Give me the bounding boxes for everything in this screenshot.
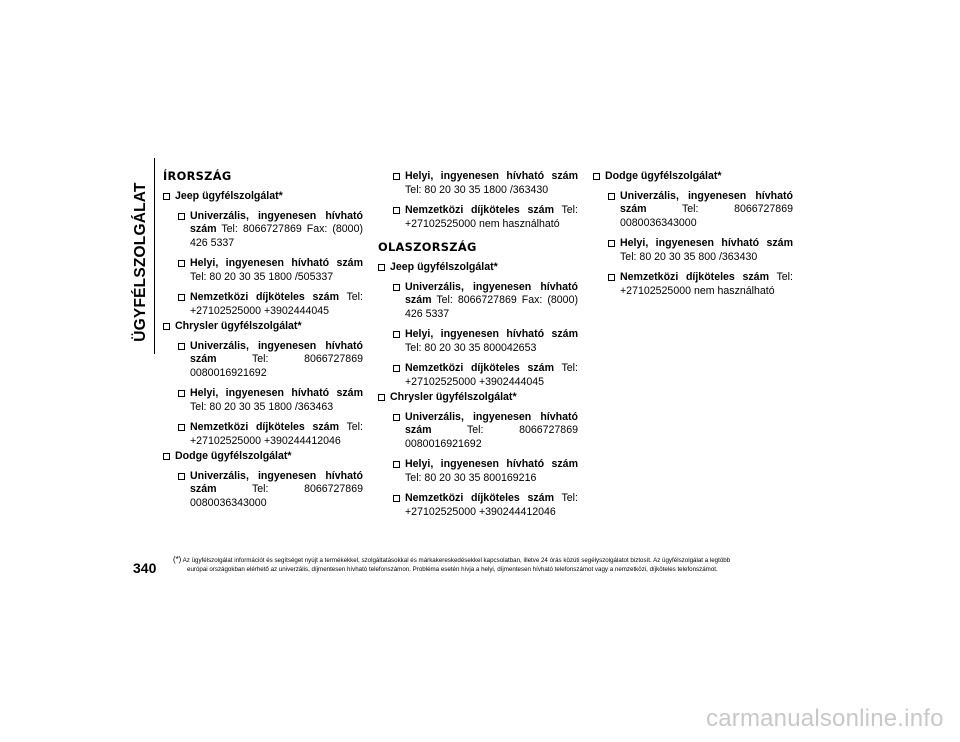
contact-label: Nemzetközi díjköteles szám [405,362,554,374]
contact-value: Tel: +27102525000 +390244412046 [405,492,578,518]
contact-item [378,170,578,197]
contact-value: Tel: +27102525000 nem használható [405,204,578,230]
contact-label: Helyi, ingyenesen hívható szám [190,257,363,269]
contact-label: Univerzális, ingyenesen hívható szám [405,280,578,306]
contact-item [163,257,363,284]
brand-jeep-italy [378,261,578,275]
checkbox-square-icon [393,331,400,338]
brand-label: Jeep ügyfélszolgálat* [390,261,498,273]
checkbox-square-icon [163,323,170,330]
checkbox-square-icon [393,365,400,372]
contact-item [378,362,578,389]
contact-item [593,237,793,264]
checkbox-square-icon [178,473,185,480]
contact-label: Nemzetközi díjköteles szám [405,204,554,216]
contact-value: Tel: +27102525000 +3902444045 [405,362,578,388]
brand-label: Dodge ügyfélszolgálat* [605,170,722,182]
brand-label: Chrysler ügyfélszolgálat* [390,391,517,403]
contact-label: Univerzális, ingyenesen hívható szám [190,339,363,365]
contact-item [163,291,363,318]
contact-value: Tel: 8066727869 0080016921692 [405,424,578,450]
checkbox-square-icon [178,213,185,220]
contact-value: Tel: 80 20 30 35 1800 /505337 [190,270,334,283]
contact-value: Tel: 80 20 30 35 800 /363430 [620,250,758,263]
brand-chrysler-italy [378,391,578,405]
contact-label: Univerzális, ingyenesen hívható szám [620,189,793,215]
contact-item [593,271,793,298]
contact-item [378,492,578,519]
checkbox-square-icon [608,193,615,200]
checkbox-square-icon [393,207,400,214]
contact-label: Nemzetközi díjköteles szám [190,421,339,433]
contact-label: Helyi, ingyenesen hívható szám [405,170,578,182]
contact-value: Tel: +27102525000 +390244412046 [190,421,363,447]
side-title-text: ÜGYFÉLSZOLGÁLAT [132,182,149,342]
contact-label: Univerzális, ingyenesen hívható szám [190,469,363,495]
watermark: carmanualsonline.info [706,705,944,732]
contact-value: Tel: 8066727869 0080036343000 [190,483,363,509]
footnote-mark: (*) [173,555,182,564]
contact-label: Nemzetközi díjköteles szám [405,492,554,504]
column-1 [163,170,363,517]
contact-value: Tel: 8066727869 0080036343000 [620,203,793,229]
contact-item [378,204,578,231]
brand-dodge-ireland [163,450,363,464]
brand-dodge-italy [593,170,793,184]
brand-label: Jeep ügyfélszolgálat* [175,190,283,202]
checkbox-square-icon [593,173,600,180]
footnote-line-1 [173,556,793,566]
checkbox-square-icon [178,260,185,267]
contact-label: Univerzális, ingyenesen hívható szám [190,209,363,235]
contact-item [378,458,578,485]
checkbox-square-icon [178,424,185,431]
brand-label: Chrysler ügyfélszolgálat* [175,320,302,332]
checkbox-square-icon [608,240,615,247]
contact-label: Helyi, ingyenesen hívható szám [190,387,363,399]
checkbox-square-icon [393,284,400,291]
checkbox-square-icon [178,390,185,397]
section-heading-italy: OLASZORSZÁG [378,240,477,254]
checkbox-square-icon [178,343,185,350]
contact-item [378,411,578,452]
contact-item [163,421,363,448]
contact-label: Univerzális, ingyenesen hívható szám [405,410,578,436]
contact-value: Tel: 80 20 30 35 1800 /363430 [405,183,549,196]
checkbox-square-icon [608,274,615,281]
footnote [173,556,793,574]
section-heading-ireland: ÍRORSZÁG [163,169,232,183]
checkbox-square-icon [393,173,400,180]
contact-value: Tel: 80 20 30 35 800169216 [405,471,537,484]
checkbox-square-icon [378,394,385,401]
contact-item [163,470,363,511]
contact-item [163,210,363,251]
checkbox-square-icon [163,193,170,200]
checkbox-square-icon [178,294,185,301]
checkbox-square-icon [163,453,170,460]
contact-value: Tel: +27102525000 +3902444045 [190,291,363,317]
contact-value: Tel: 8066727869 Fax: (8000) 426 5337 [405,294,578,320]
side-rule [154,158,155,354]
contact-item [593,190,793,231]
brand-chrysler-ireland [163,320,363,334]
contact-item [163,387,363,414]
brand-label: Dodge ügyfélszolgálat* [175,450,292,462]
column-3 [593,170,793,305]
contact-label: Helyi, ingyenesen hívható szám [620,237,793,249]
page-number: 340 [133,560,157,576]
checkbox-square-icon [393,414,400,421]
contact-item [378,281,578,322]
column-2 [378,170,578,526]
contact-item [378,328,578,355]
footnote-text-2: európai országokban elérhető az univerzális, díjmentesen hívható telefonszámon. Probléma esetén hívja a helyi, díjmentesen hívható telefonszámot vagy a nemzetközi, díjköteles telefonszámot. [187,565,718,573]
contact-item [163,340,363,381]
checkbox-square-icon [393,495,400,502]
checkbox-square-icon [393,461,400,468]
contact-value: Tel: 8066727869 Fax: (8000) 426 5337 [190,223,363,249]
contact-label: Helyi, ingyenesen hívható szám [405,328,578,340]
contact-label: Helyi, ingyenesen hívható szám [405,458,578,470]
footnote-text-1: Az ügyfélszolgálat információt és segítséget nyújt a termékekkel, szolgáltatásokkal és márkakereskedésekkel kapcsolatban, illetve 24 órás közúti segélyszolgálatot biztosít. Az ügyfélszolgálat a legtöbb [182,557,731,564]
contact-value: Tel: +27102525000 nem használható [620,271,793,297]
brand-jeep-ireland [163,190,363,204]
contact-value: Tel: 80 20 30 35 1800 /363463 [190,400,334,413]
checkbox-square-icon [378,264,385,271]
contact-label: Nemzetközi díjköteles szám [620,271,769,283]
contact-label: Nemzetközi díjköteles szám [190,291,339,303]
contact-value: Tel: 80 20 30 35 800042653 [405,341,537,354]
contact-value: Tel: 8066727869 0080016921692 [190,353,363,379]
